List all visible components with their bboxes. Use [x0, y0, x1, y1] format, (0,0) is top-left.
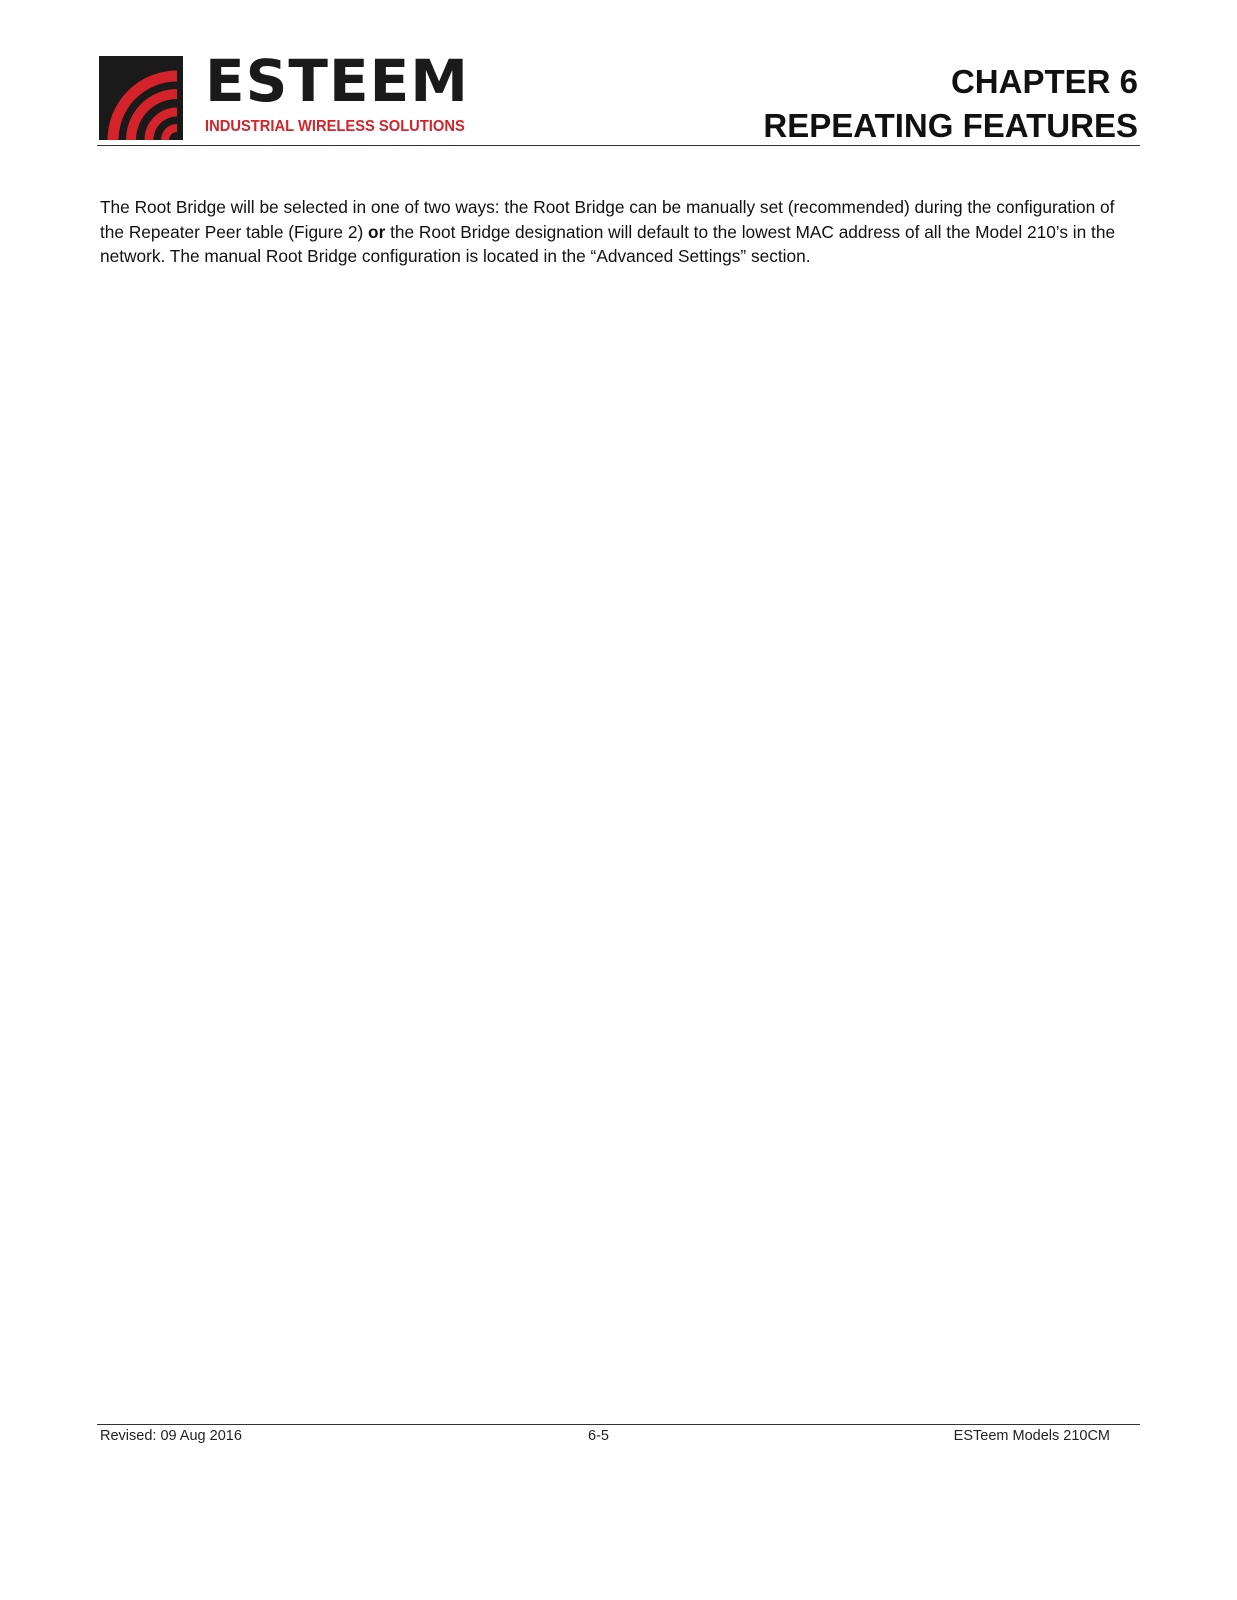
page-footer	[100, 1428, 1110, 1448]
paragraph-bold-text: or	[368, 221, 386, 242]
logo-tagline: INDUSTRIAL WIRELESS SOLUTIONS	[205, 118, 465, 135]
footer-divider	[97, 1424, 1140, 1425]
chapter-title: REPEATING FEATURES	[763, 107, 1138, 144]
page-number: 6-5	[588, 1428, 609, 1444]
paragraph-text-part1: The Root Bridge will be selected in one of two ways: the Root Bridge can be manually set (recommended) during the configuration of the Repeater Peer table (Figure 2)	[100, 197, 1115, 242]
chapter-number: CHAPTER 6	[950, 63, 1138, 100]
esteem-logo	[99, 47, 479, 142]
header-divider	[97, 145, 1140, 146]
paragraph-text-part2: the Root Bridge designation will default to the lowest MAC address of all the Model 210’s in the network. The manual Root Bridge configuration is located in the “Advanced Settings” section.	[100, 221, 1116, 266]
revision-date: Revised: 09 Aug 2016	[100, 1428, 242, 1444]
chapter-heading	[763, 60, 1138, 148]
body-paragraph	[100, 195, 1140, 269]
page-header	[99, 47, 1138, 148]
wireless-signal-logo-icon	[99, 56, 183, 140]
product-name: ESTeem Models 210CM	[953, 1428, 1110, 1444]
logo-wordmark: ESTEEM	[205, 47, 469, 115]
